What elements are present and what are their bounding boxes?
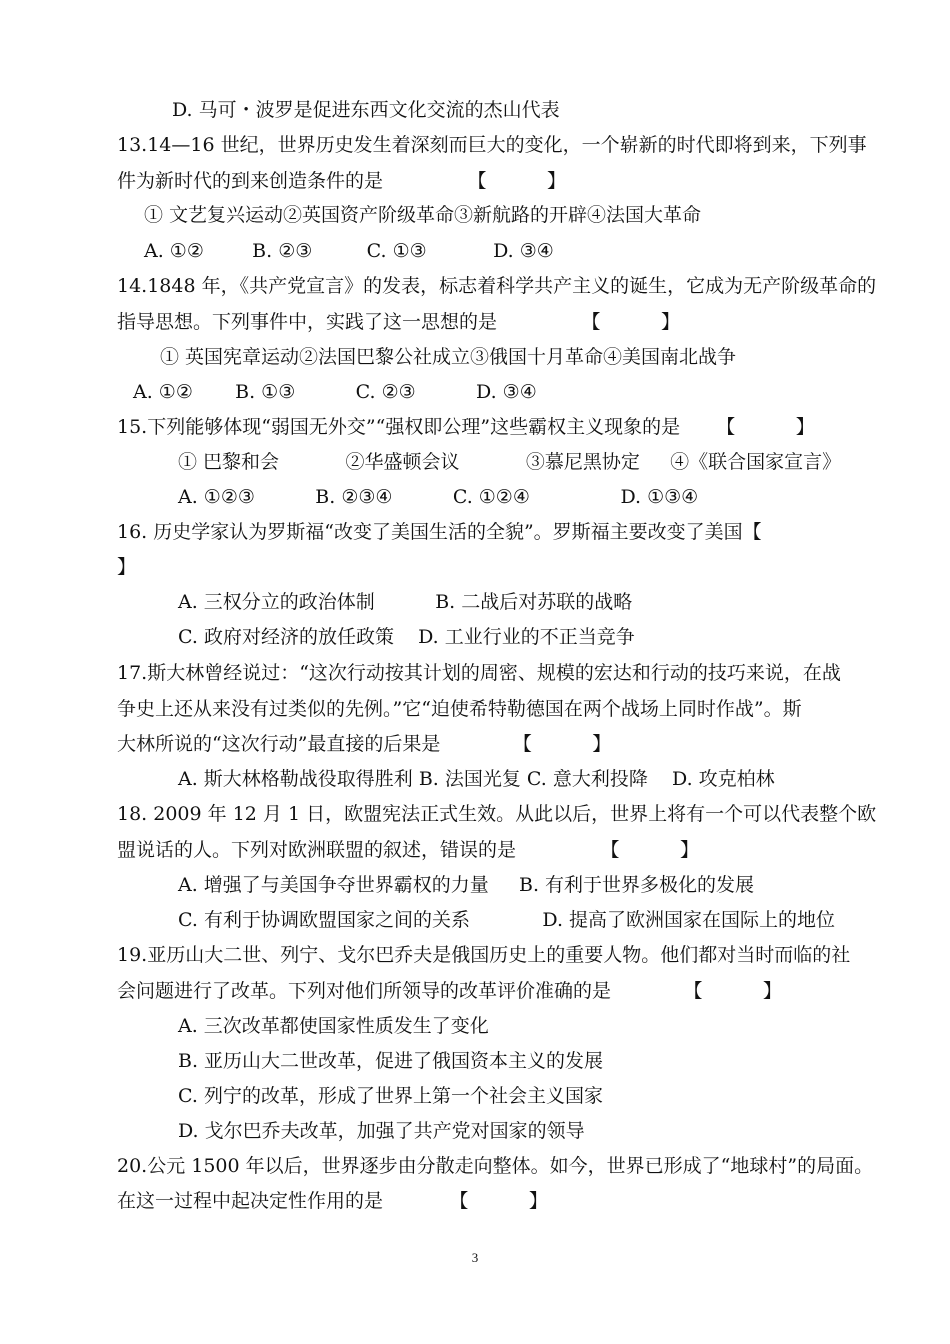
text-line-1: D. 马可・波罗是促进东西文化交流的杰山代表	[172, 99, 560, 121]
text-line-3: 件为新时代的到来创造条件的是 【 】	[117, 170, 566, 192]
text-line-29: C. 列宁的改革，形成了世界上第一个社会主义国家	[178, 1085, 603, 1107]
page-number: 3	[471, 1250, 479, 1265]
text-line-7: 指导思想。下列事件中，实践了这一思想的是 【 】	[117, 311, 680, 333]
text-line-2: 13.14—16 世纪，世界历史发生着深刻而巨大的变化，一个崭新的时代即将到来，下列事	[117, 134, 867, 156]
text-line-27: A. 三次改革都使国家性质发生了变化	[178, 1015, 489, 1037]
text-line-17: 17.斯大林曾经说过：“这次行动按其计划的周密、规模的宏达和行动的技巧来说，在战	[117, 662, 841, 684]
text-line-19: 大林所说的“这次行动”最直接的后果是 【 】	[117, 733, 612, 755]
text-line-30: D. 戈尔巴乔夫改革，加强了共产党对国家的领导	[178, 1120, 585, 1142]
text-line-23: A. 增强了与美国争夺世界霸权的力量 B. 有利于世界多极化的发展	[178, 874, 755, 896]
text-line-18: 争史上还从来没有过类似的先例。”它“迫使希特勒德国在两个战场上同时作战”。斯	[117, 698, 802, 720]
text-line-5: A. ①② B. ②③ C. ①③ D. ③④	[144, 240, 554, 262]
text-line-16: C. 政府对经济的放任政策 D. 工业行业的不正当竞争	[178, 626, 635, 648]
text-line-24: C. 有利于协调欧盟国家之间的关系 D. 提高了欧洲国家在国际上的地位	[178, 909, 836, 931]
text-line-20: A. 斯大林格勒战役取得胜利 B. 法国光复 C. 意大利投降 D. 攻克柏林	[178, 768, 775, 790]
text-line-26: 会问题进行了改革。下列对他们所领导的改革评价准确的是 【 】	[117, 980, 782, 1002]
text-line-15: A. 三权分立的政治体制 B. 二战后对苏联的战略	[178, 591, 633, 613]
text-line-8: ① 英国宪章运动②法国巴黎公社成立③俄国十月革命④美国南北战争	[160, 346, 737, 368]
text-line-31: 20.公元 1500 年以后，世界逐步由分散走向整体。如今，世界已形成了“地球村”的局面。	[117, 1155, 874, 1177]
text-line-13: 16. 历史学家认为罗斯福“改变了美国生活的全貌”。罗斯福主要改变了美国【	[117, 521, 762, 543]
text-line-9: A. ①② B. ①③ C. ②③ D. ③④	[133, 381, 537, 403]
text-line-28: B. 亚历山大二世改革，促进了俄国资本主义的发展	[178, 1050, 604, 1072]
text-line-10: 15.下列能够体现“弱国无外交”“强权即公理”这些霸权主义现象的是 【 】	[117, 416, 815, 438]
text-line-4: ① 文艺复兴运动②英国资产阶级革命③新航路的开辟④法国大革命	[144, 204, 702, 226]
text-line-11: ① 巴黎和会 ②华盛顿会议 ③慕尼黑协定 ④《联合国家宣言》	[178, 451, 842, 473]
text-line-32: 在这一过程中起决定性作用的是 【 】	[117, 1190, 548, 1212]
text-line-22: 盟说话的人。下列对欧洲联盟的叙述，错误的是 【 】	[117, 839, 699, 861]
text-line-14: 】	[117, 556, 137, 578]
text-line-25: 19.亚历山大二世、列宁、戈尔巴乔夫是俄国历史上的重要人物。他们都对当时而临的社	[117, 944, 851, 966]
text-line-21: 18. 2009 年 12 月 1 日，欧盟宪法正式生效。从此以后，世界上将有一个可以代表整个欧	[117, 803, 877, 825]
text-line-12: A. ①②③ B. ②③④ C. ①②④ D. ①③④	[178, 486, 699, 508]
text-line-6: 14.1848 年，《共产党宣言》的发表，标志着科学共产主义的诞生，它成为无产阶级革命的	[117, 275, 877, 297]
